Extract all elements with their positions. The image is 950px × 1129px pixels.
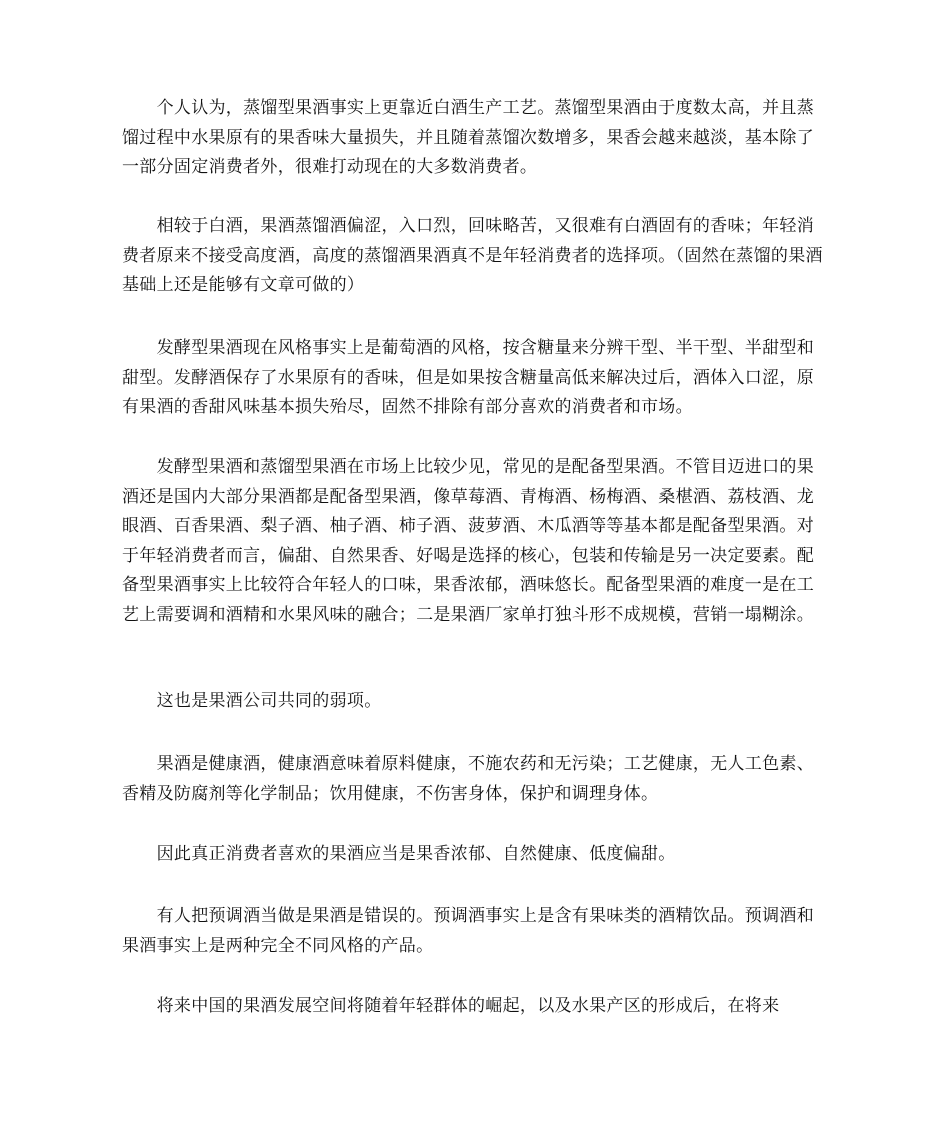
paragraph-healthy-wine: 果酒是健康酒，健康酒意味着原料健康，不施农药和无污染；工艺健康，无人工色素、香精及防腐剂等化学制品；饮用健康，不伤害身体，保护和调理身体。	[122, 754, 814, 804]
paragraph-compared-with-baijiu: 相较于白酒，果酒蒸馏酒偏涩，入口烈，回味略苦，又很难有白酒固有的香味；年轻消费者原来不接受高度酒，高度的蒸馏酒果酒真不是年轻消费者的选择项。（固然在蒸馏的果酒基础上还是能够有文章可做的）	[122, 216, 823, 295]
paragraph-fermented-fruit-wine: 发酵型果酒现在风格事实上是葡萄酒的风格，按含糖量来分辨干型、半干型、半甜型和甜型。发酵酒保存了水果原有的香味，但是如果按含糖量高低来解决过后，酒体入口涩，原有果酒的香甜风味基本损失殆尽，固然不排除有部分喜欢的消费者和市场。	[122, 338, 814, 417]
paragraph-distilled-fruit-wine: 个人认为，蒸馏型果酒事实上更靠近白酒生产工艺。蒸馏型果酒由于度数太高，并且蒸馏过程中水果原有的果香味大量损失，并且随着蒸馏次数增多，果香会越来越淡，基本除了一部分固定消费者外，很难打动现在的大多数消费者。	[122, 98, 814, 177]
paragraph-blended-fruit-wine: 发酵型果酒和蒸馏型果酒在市场上比较少见，常见的是配备型果酒。不管目迈进口的果酒还是国内大部分果酒都是配备型果酒，像草莓酒、青梅酒、杨梅酒、桑椹酒、荔枝酒、龙眼酒、百香果酒、梨子酒、柚子酒、柿子酒、菠萝酒、木瓜酒等等基本都是配备型果酒。对于年轻消费者而言，偏甜、自然果香、好喝是选择的核心，包装和传输是另一决定要素。配备型果酒事实上比较符合年轻人的口味，果香浓郁，酒味悠长。配备型果酒的难度一是在工艺上需要调和酒精和水果风味的融合；二是果酒厂家单打独斗形不成规模，营销一塌糊涂。	[122, 457, 814, 625]
paragraph-consumer-preference: 因此真正消费者喜欢的果酒应当是果香浓郁、自然健康、低度偏甜。	[122, 844, 676, 864]
paragraph-common-weakness: 这也是果酒公司共同的弱项。	[122, 691, 382, 711]
paragraph-premixed-drinks: 有人把预调酒当做是果酒是错误的。预调酒事实上是含有果味类的酒精饮品。预调酒和果酒事实上是两种完全不同风格的产品。	[122, 906, 814, 956]
paragraph-future-development: 将来中国的果酒发展空间将随着年轻群体的崛起，以及水果产区的形成后，在将来	[122, 996, 780, 1016]
